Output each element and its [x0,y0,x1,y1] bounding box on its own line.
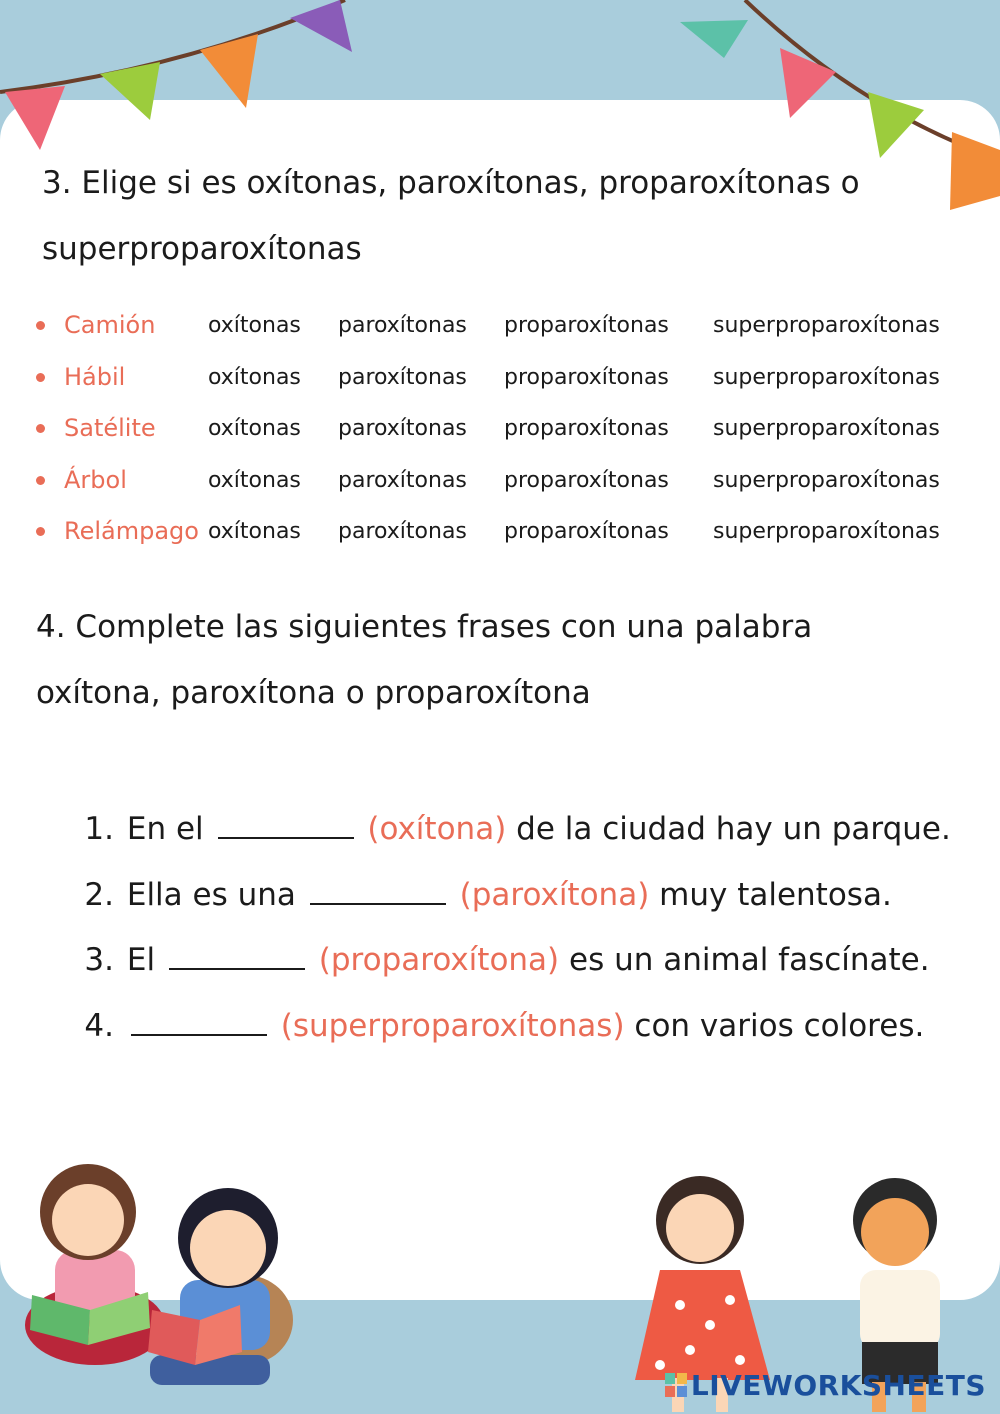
bullet-icon [36,527,45,536]
option-oxitonas[interactable]: oxítonas [208,364,301,390]
sentence-after: con varios colores. [634,1007,925,1044]
exercise-4-title: 4. Complete las siguientes frases con una palabra oxítona, paroxítona o proparoxítona [36,609,813,711]
option-proparoxitonas[interactable]: proparoxítonas [504,416,669,441]
sentence-before: En el [126,811,204,847]
bullet-icon [36,424,45,433]
option-paroxitonas[interactable]: paroxítonas [338,519,467,544]
brand-label: LIVEWORKSHEETS [690,1369,986,1402]
answer-blank[interactable] [169,944,305,970]
sentence-number: 2. [84,876,114,913]
target-word: Satélite [64,414,156,442]
sentence-item [70,993,970,1059]
option-oxitonas[interactable]: oxítonas [208,313,301,338]
boy-reading-icon [148,1188,293,1385]
sentence-after: es un animal fascínate. [569,942,930,978]
answer-blank[interactable] [218,813,354,839]
sentence-number: 1. [84,811,114,847]
sentence-before: El [126,942,156,978]
bullet-icon [36,373,45,382]
list-item [36,403,986,455]
option-proparoxitonas[interactable]: proparoxítonas [504,467,669,493]
sentence-number: 3. [84,942,114,978]
list-item [36,506,986,558]
option-paroxitonas[interactable]: paroxítonas [338,467,467,493]
target-word: Relámpago [64,517,199,545]
option-paroxitonas[interactable]: paroxítonas [338,416,467,441]
sentence-after: muy talentosa. [659,876,892,913]
girl-reading-icon [25,1164,165,1365]
liveworksheets-logo [665,1369,986,1402]
sentence-item [70,796,970,862]
list-item [36,455,986,507]
option-oxitonas[interactable]: oxítonas [208,519,301,544]
sentence-hint: (proparoxítona) [318,942,560,978]
answer-blank[interactable] [310,879,446,905]
option-oxitonas[interactable]: oxítonas [208,467,301,493]
sentence-number: 4. [84,1007,114,1044]
exercise-4-list [70,796,970,1058]
sentence-after: de la ciudad hay un parque. [516,811,951,847]
list-item [36,352,986,404]
sentence-item [70,862,970,928]
option-proparoxitonas[interactable]: proparoxítonas [504,364,669,390]
option-superproparoxitonas[interactable]: superproparoxítonas [713,416,940,441]
sentence-hint: (paroxítona) [459,876,650,913]
exercise-3-title: 3. Elige si es oxítonas, paroxítonas, proparoxítonas o superproparoxítonas [42,165,860,267]
liveworksheets-icon [665,1373,687,1397]
bullet-icon [36,321,45,330]
option-superproparoxitonas[interactable]: superproparoxítonas [713,519,940,544]
option-paroxitonas[interactable]: paroxítonas [338,313,467,338]
option-proparoxitonas[interactable]: proparoxítonas [504,313,669,338]
option-superproparoxitonas[interactable]: superproparoxítonas [713,313,940,338]
bullet-icon [36,476,45,485]
option-superproparoxitonas[interactable]: superproparoxítonas [713,467,940,493]
sentence-before: Ella es una [126,876,296,913]
option-oxitonas[interactable]: oxítonas [208,416,301,441]
answer-blank[interactable] [131,1010,267,1036]
option-paroxitonas[interactable]: paroxítonas [338,364,467,390]
target-word: Hábil [64,362,126,391]
sentence-hint: (oxítona) [367,811,507,847]
option-superproparoxitonas[interactable]: superproparoxítonas [713,364,940,390]
option-proparoxitonas[interactable]: proparoxítonas [504,519,669,544]
exercise-3-list [36,300,986,558]
target-word: Camión [64,311,156,339]
target-word: Árbol [64,465,127,494]
list-item [36,300,986,352]
sentence-item [70,927,970,993]
sentence-hint: (superproparoxítonas) [280,1007,625,1044]
